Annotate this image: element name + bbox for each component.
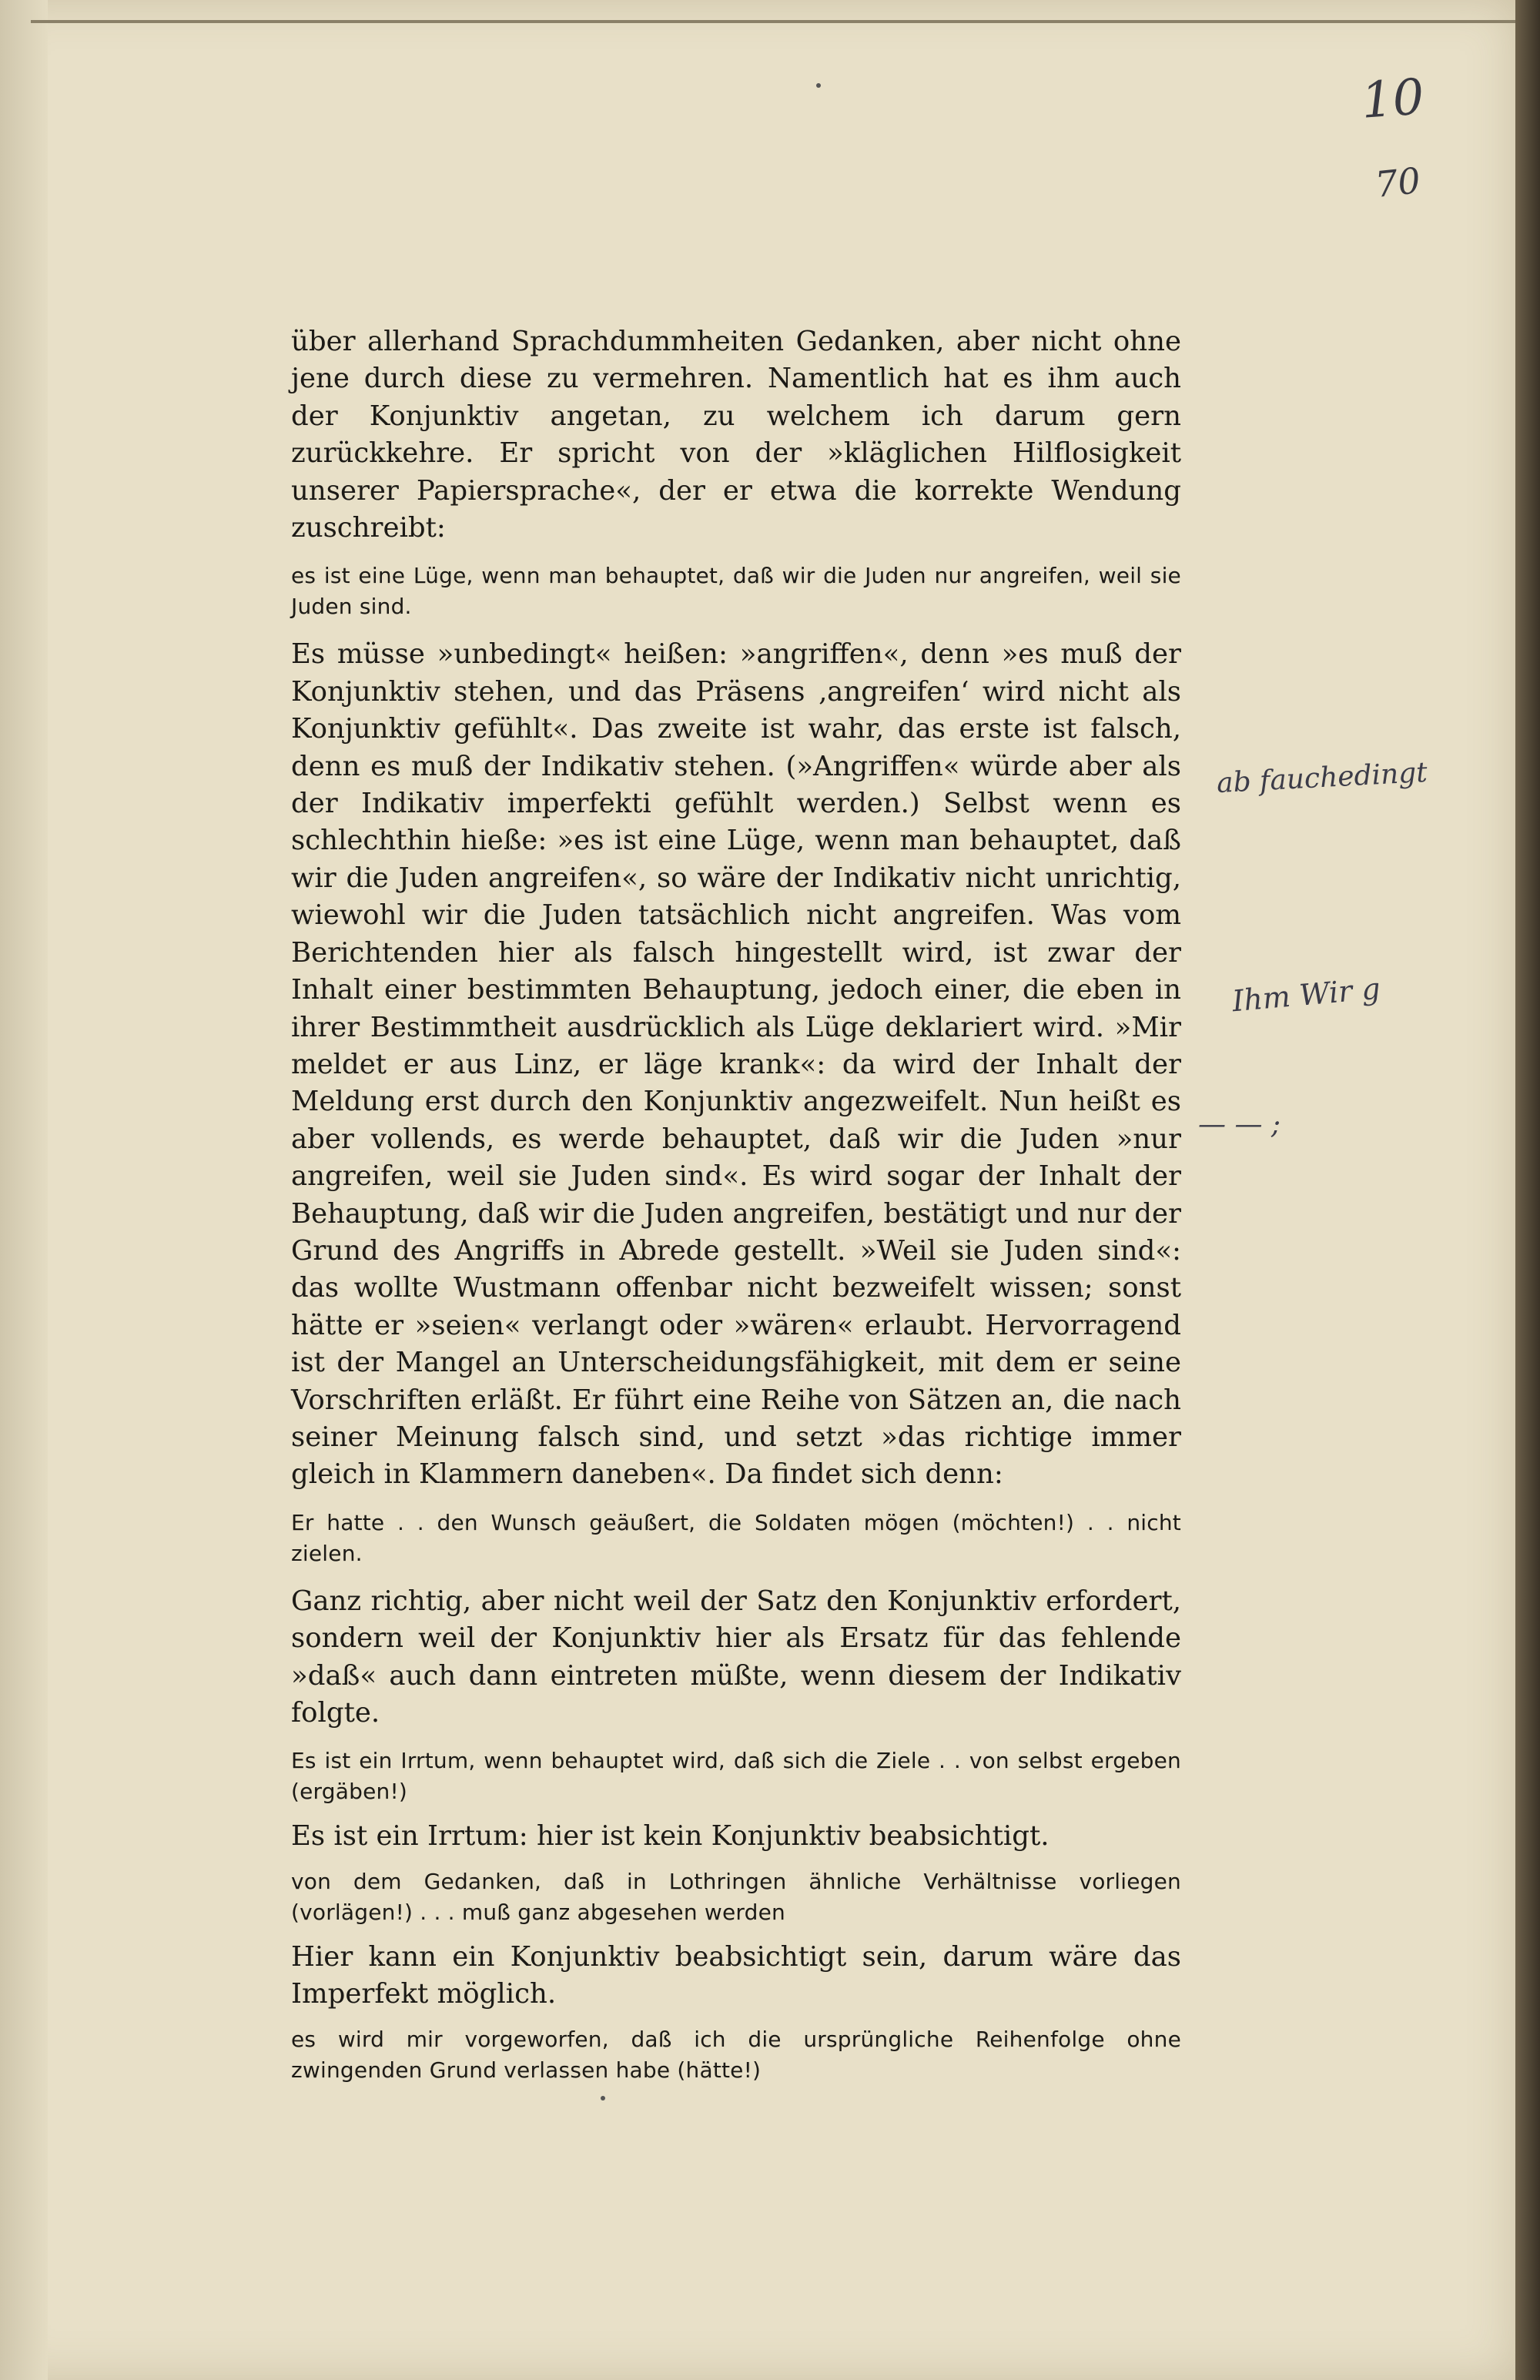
quotation: von dem Gedanken, daß in Lothringen ähnliche Verhältnisse vorliegen (vorlägen!) . . . muß ganz abgesehen werden	[291, 1868, 1181, 1925]
handwritten-margin-note: Ihm Wir g	[1230, 971, 1382, 1019]
quotation: Er hatte . . den Wunsch geäußert, die Soldaten mögen (möchten!) . . nicht zielen.	[291, 1509, 1181, 1566]
main-text-block	[291, 323, 1181, 2086]
top-edge-line	[31, 20, 1515, 23]
quotation: Es ist ein Irrtum, wenn behauptet wird, daß sich die Ziele . . von selbst ergeben (ergäben!)	[291, 1748, 1181, 1805]
handwritten-margin-note: — — ;	[1198, 1109, 1281, 1140]
handwritten-margin-note: ab fauchedingt	[1216, 756, 1428, 800]
folio-number-secondary: 70	[1373, 159, 1423, 206]
paragraph: über allerhand Sprachdummheiten Gedanken, aber nicht ohne jene durch diese zu vermehren. Namentlich hat es ihm auch der Konjunktiv angetan, zu welchem ich darum gern zurückkehre. Er spricht von der »kläglichen Hilflosigkeit unserer Papiersprache«, der er etwa die korrekte Wendung zuschreibt:	[291, 326, 1181, 544]
folio-number: 10	[1359, 69, 1426, 130]
ink-speck	[601, 2096, 605, 2100]
quotation: es wird mir vorgeworfen, daß ich die ursprüngliche Reihenfolge ohne zwingenden Grund verlassen habe (hätte!)	[291, 2026, 1181, 2083]
page-gutter	[0, 0, 48, 2380]
ink-speck	[816, 83, 821, 88]
paragraph: Hier kann ein Konjunktiv beabsichtigt sein, darum wäre das Imperfekt möglich.	[291, 1940, 1181, 2010]
quotation: es ist eine Lüge, wenn man behauptet, daß wir die Juden nur angreifen, weil sie Juden sind.	[291, 563, 1181, 620]
paragraph: Ganz richtig, aber nicht weil der Satz den Konjunktiv erfordert, sondern weil der Konjunktiv hier als Ersatz für das fehlende »daß« auch dann eintreten müßte, wenn diesem der Indikativ folgte.	[291, 1585, 1181, 1729]
paragraph: Es ist ein Irrtum: hier ist kein Konjunktiv beabsichtigt.	[291, 1820, 1050, 1853]
paragraph: Es müsse »unbedingt« heißen: »angriffen«, denn »es muß der Konjunktiv stehen, und das Präsens ‚angreifen‘ wird nicht als Konjunktiv gefühlt«. Das zweite ist wahr, das erste ist falsch, denn es muß der Indikativ stehen. (»Angriffen« würde aber als der Indikativ imperfekti gefühlt werden.) Selbst wenn es schlechthin hieße: »es ist eine Lüge, wenn man behauptet, daß wir die Juden angreifen«, so wäre der Indikativ nicht unrichtig, wiewohl wir die Juden tatsächlich nicht angreifen. Was vom Berichtenden hier als falsch hingestellt wird, ist zwar der Inhalt einer bestimmten Behauptung, jedoch einer, die eben in ihrer Bestimmtheit ausdrücklich als Lüge deklariert wird. »Mir meldet er aus Linz, er läge krank«: da wird der Inhalt der Meldung erst durch den Konjunktiv angezweifelt. Nun heißt es aber vollends, es werde behauptet, daß wir die Juden »nur angreifen, weil sie Juden sind«. Es wird sogar der Inhalt der Behauptung, daß wir die Juden angreifen, bestätigt und nur der Grund des Angriffs in Abrede gestellt. »Weil sie Juden sind«: das wollte Wustmann offenbar nicht bezweifelt wissen; sonst hätte er »seien« verlangt oder »wären« erlaubt. Hervorragend ist der Mangel an Unterscheidungsfähigkeit, mit dem er seine Vorschriften erläßt. Er führt eine Reihe von Sätzen an, die nach seiner Meinung falsch sind, und setzt »das richtige immer gleich in Klammern daneben«. Da findet sich denn:	[291, 638, 1181, 1491]
binding-edge	[1515, 0, 1540, 2380]
